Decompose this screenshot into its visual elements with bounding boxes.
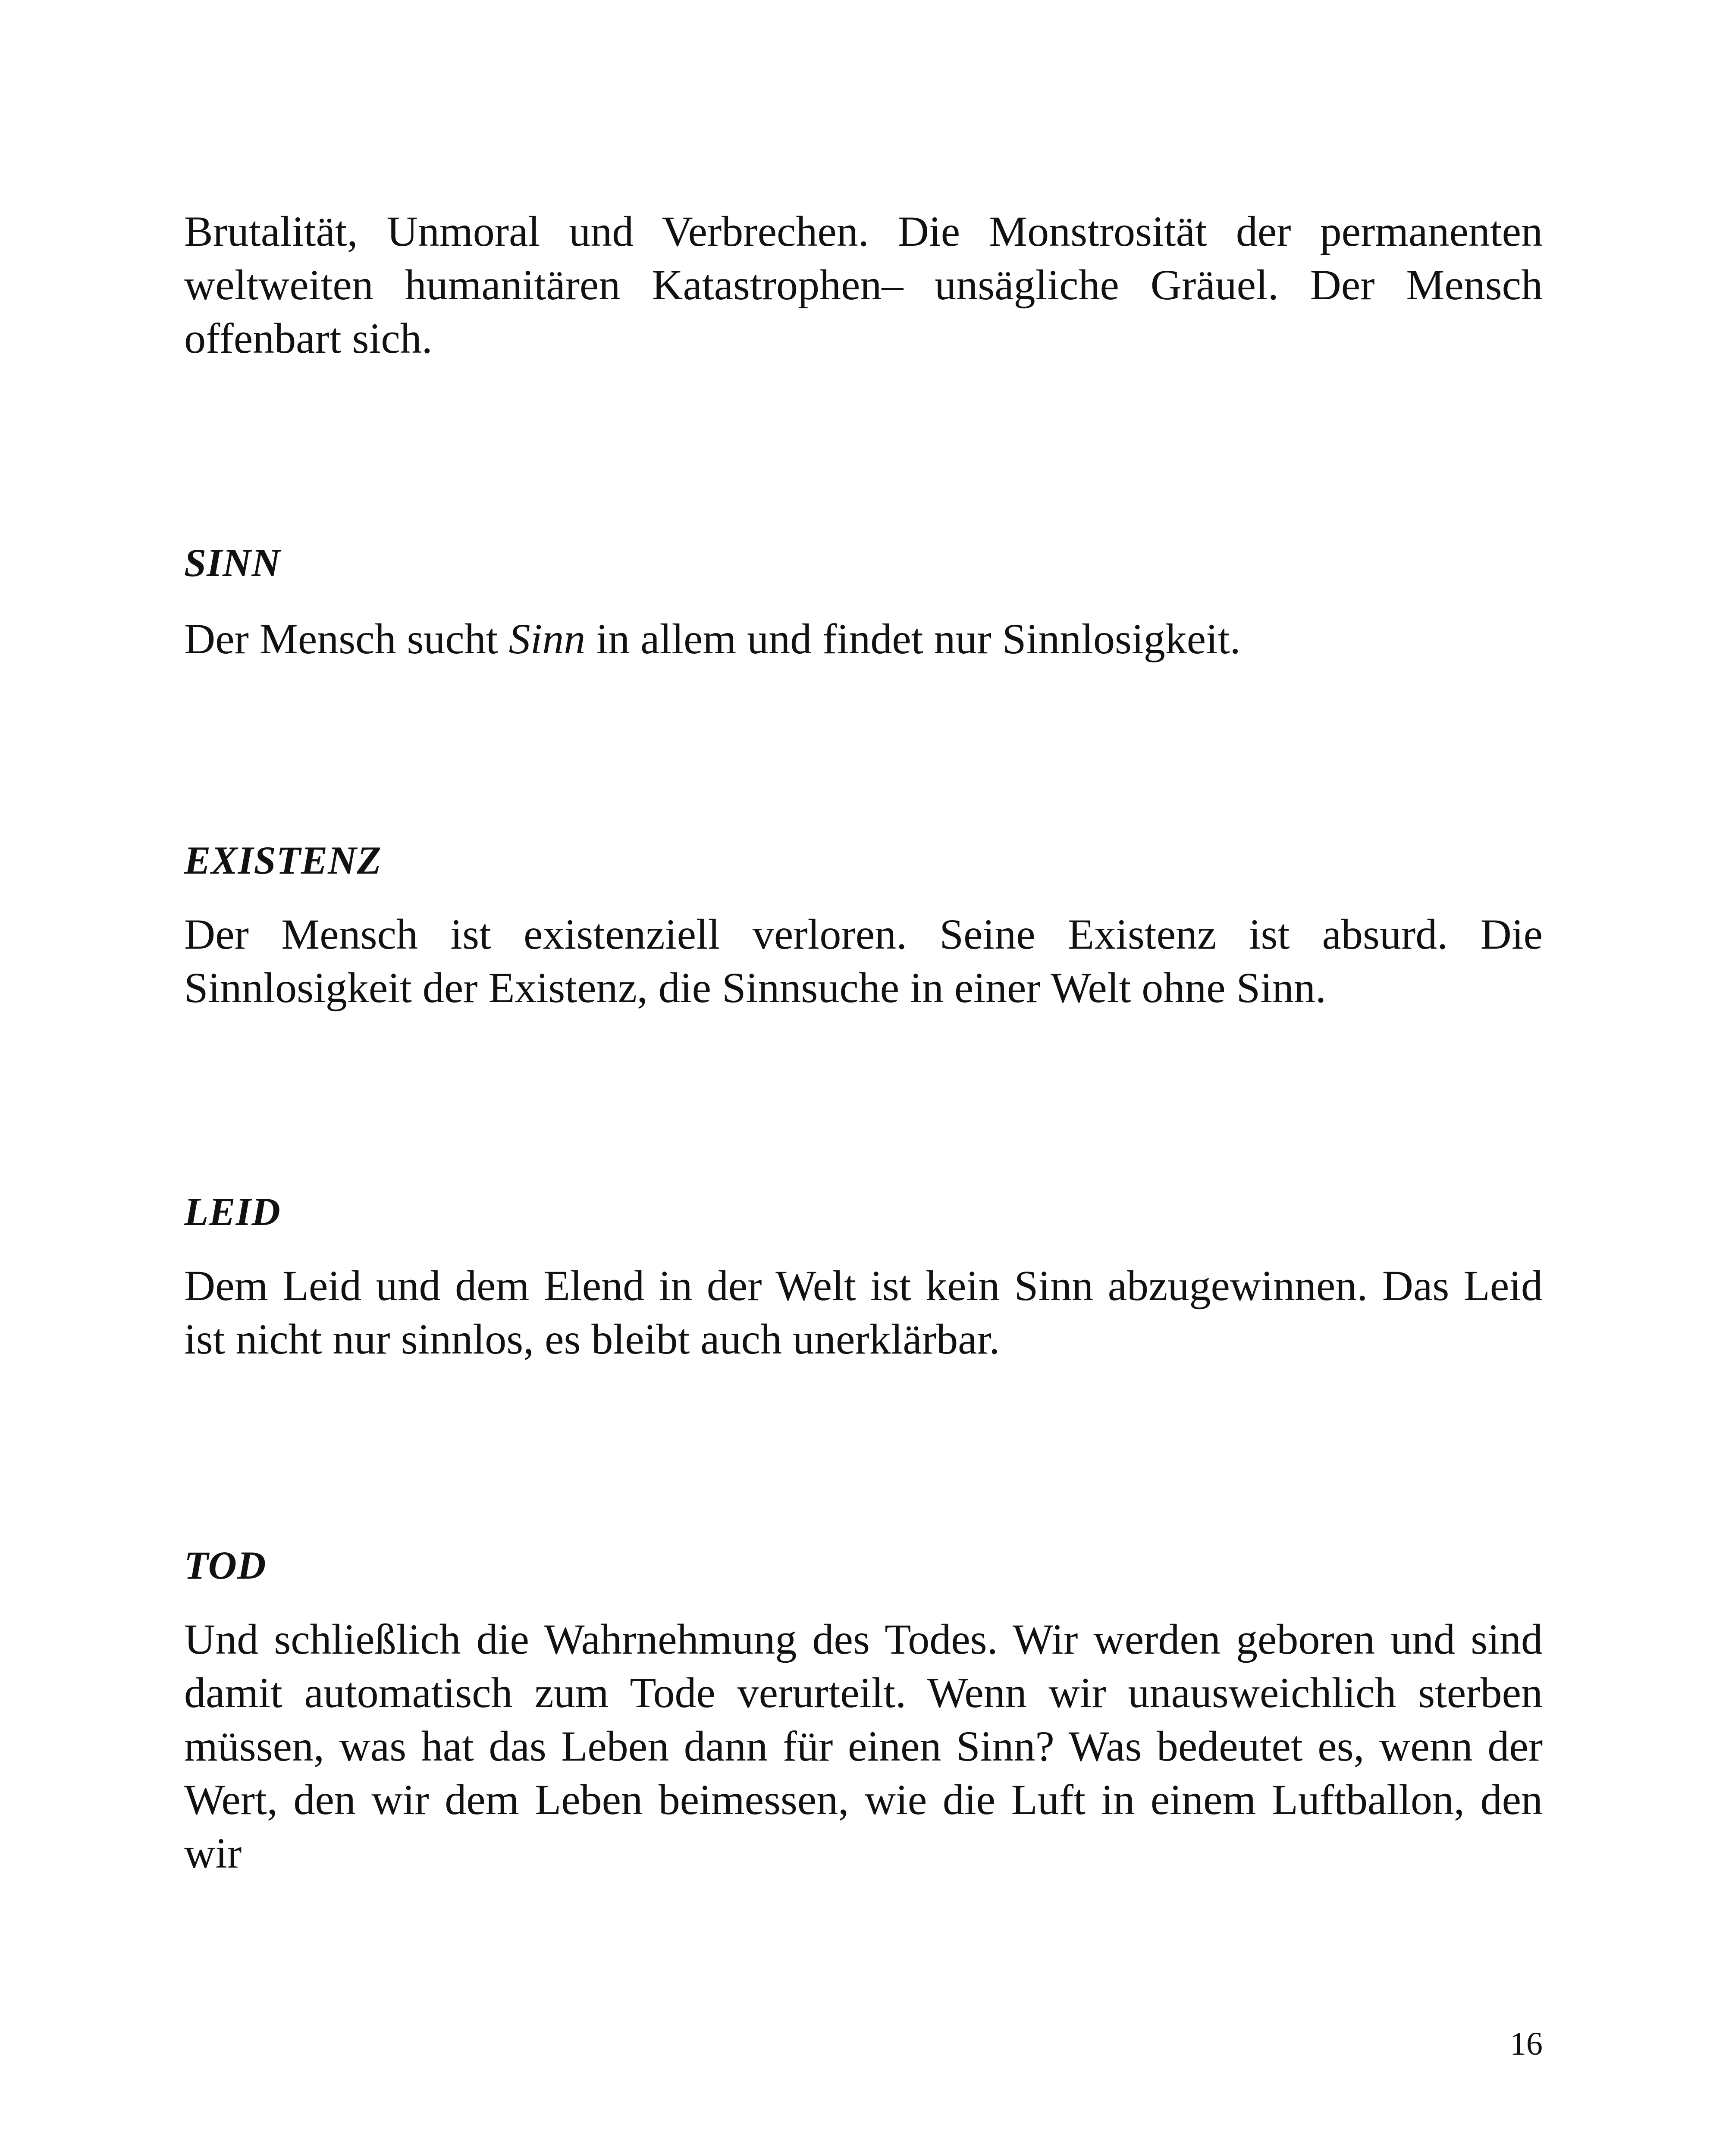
section-body-sinn [184, 612, 1543, 666]
section-heading-existenz: EXISTENZ [184, 838, 382, 882]
section-heading-tod: TOD [184, 1543, 267, 1587]
section-heading-leid: LEID [184, 1190, 281, 1234]
sinn-body-start: Der Mensch sucht [184, 615, 509, 663]
section-body-leid: Dem Leid und dem Elend in der Welt ist kein Sinn abzugewinnen. Das Leid ist nicht nur sinnlos, es bleibt auch unerklärbar. [184, 1262, 1543, 1363]
intro-paragraph: Brutalität, Unmoral und Verbrechen. Die Monstrosität der permanenten weltweiten humanitären Katastrophen– unsägliche Gräuel. Der Mensch offenbart sich. [184, 207, 1543, 362]
sinn-body-end: in allem und findet nur Sinnlosigkeit. [585, 615, 1241, 663]
section-body-existenz: Der Mensch ist existenziell verloren. Seine Existenz ist absurd. Die Sinnlosigkeit der Existenz, die Sinnsuche in einer Welt ohne Sinn. [184, 910, 1543, 1012]
sinn-body-emphasis: Sinn [508, 615, 586, 663]
section-heading-sinn: SINN [184, 541, 281, 585]
section-body-tod: Und schließlich die Wahrnehmung des Todes. Wir werden geboren und sind damit automatisch zum Tode verurteilt. Wenn wir unausweichlich sterben müssen, was hat das Leben dann für einen Sinn? Was bedeutet es, wenn der Wert, den wir dem Leben beimessen, wie die Luft in einem Luftballon, den wir [184, 1615, 1543, 1877]
page-number: 16 [1510, 2026, 1543, 2062]
